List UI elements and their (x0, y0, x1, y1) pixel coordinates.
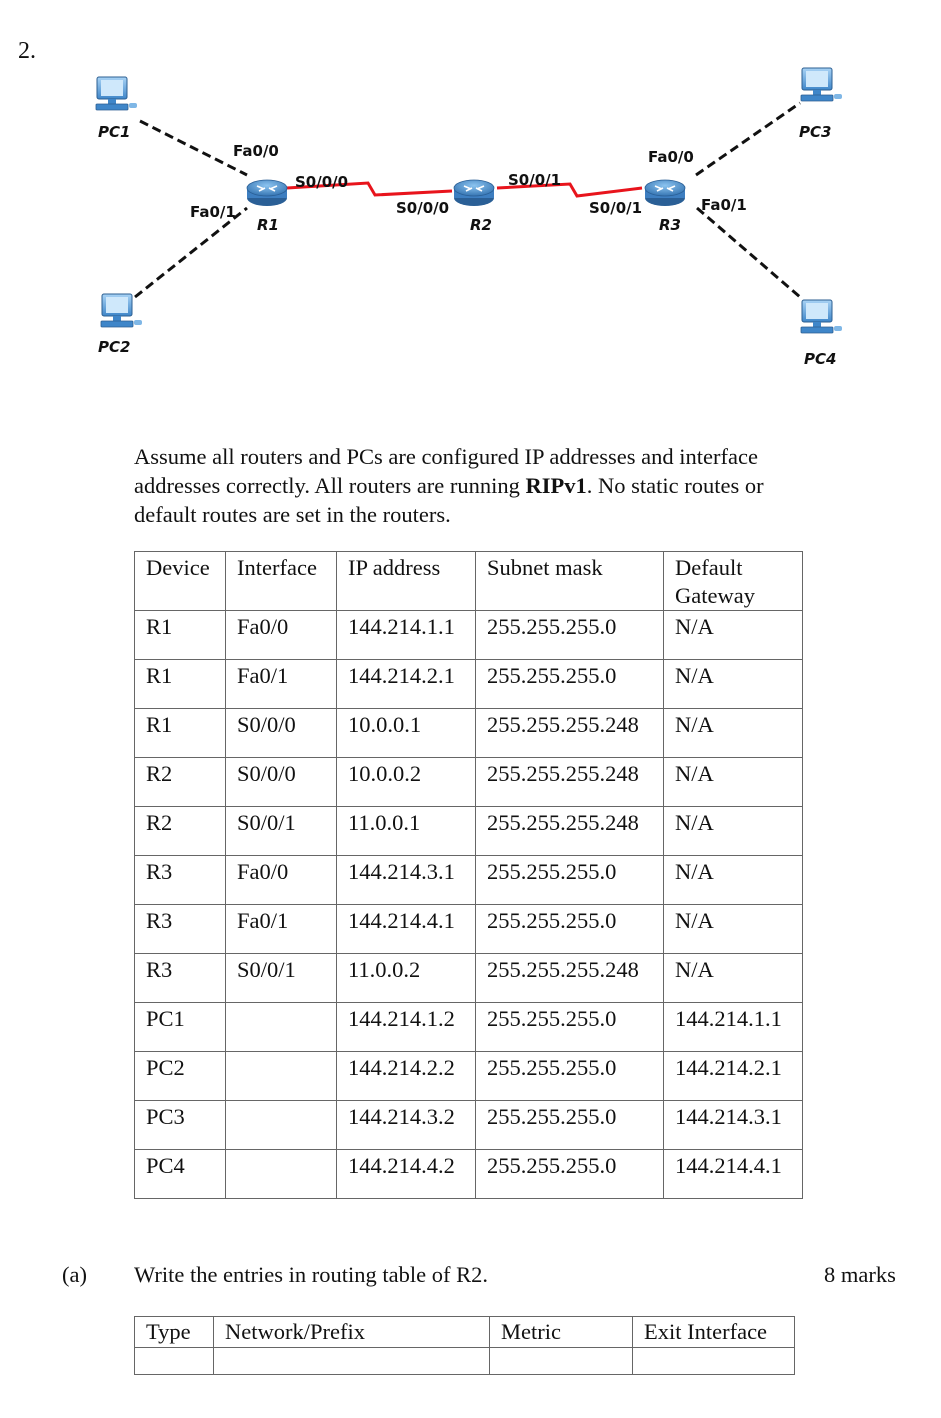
router-r2-label: R2 (470, 216, 492, 234)
cell-device: PC1 (135, 1003, 226, 1052)
cell-ip-address: 144.214.1.2 (337, 1003, 476, 1052)
cell-interface (226, 1052, 337, 1101)
link-pc2-r1 (135, 208, 247, 297)
cell-device: PC2 (135, 1052, 226, 1101)
routing-header-exit-interface: Exit Interface (633, 1317, 795, 1348)
cell-interface: Fa0/0 (226, 856, 337, 905)
table-row (135, 807, 803, 856)
r2-s001-label: S0/0/1 (508, 171, 562, 189)
cell-ip-address: 10.0.0.1 (337, 709, 476, 758)
table-row (135, 709, 803, 758)
cell-subnet-mask: 255.255.255.0 (476, 1003, 664, 1052)
cell-subnet-mask: 255.255.255.0 (476, 611, 664, 660)
pc3-icon (801, 68, 842, 101)
cell-device: R1 (135, 709, 226, 758)
link-pc1-r1 (140, 121, 247, 175)
r2-s000-label: S0/0/0 (396, 199, 450, 217)
question-a-marks: 8 marks (824, 1262, 896, 1287)
routing-blank-cell[interactable] (633, 1348, 795, 1375)
table-row (135, 1003, 803, 1052)
router-r3-label: R3 (659, 216, 681, 234)
cell-ip-address: 144.214.4.2 (337, 1150, 476, 1199)
table-row (135, 758, 803, 807)
cell-ip-address: 11.0.0.2 (337, 954, 476, 1003)
cell-interface (226, 1003, 337, 1052)
pc1-icon (96, 77, 137, 110)
pc2-label: PC2 (98, 338, 131, 356)
cell-interface: Fa0/0 (226, 611, 337, 660)
table-row (135, 1052, 803, 1101)
cell-subnet-mask: 255.255.255.248 (476, 758, 664, 807)
cell-default-gateway: N/A (664, 709, 803, 758)
cell-device: R3 (135, 905, 226, 954)
r3-fa01-label: Fa0/1 (701, 196, 747, 214)
cell-device: R1 (135, 660, 226, 709)
cell-interface (226, 1101, 337, 1150)
cell-device: R2 (135, 807, 226, 856)
cell-interface: Fa0/1 (226, 660, 337, 709)
network-topology-diagram (0, 0, 941, 400)
cell-default-gateway: N/A (664, 954, 803, 1003)
header-ip-address: IP address (337, 552, 476, 611)
cell-ip-address: 10.0.0.2 (337, 758, 476, 807)
cell-device: PC3 (135, 1101, 226, 1150)
cell-device: R3 (135, 954, 226, 1003)
cell-subnet-mask: 255.255.255.0 (476, 1150, 664, 1199)
cell-default-gateway: N/A (664, 856, 803, 905)
routing-blank-cell[interactable] (214, 1348, 490, 1375)
routing-header-metric: Metric (490, 1317, 633, 1348)
cell-device: R2 (135, 758, 226, 807)
cell-default-gateway: N/A (664, 660, 803, 709)
device-address-table (134, 551, 803, 1199)
pc4-label: PC4 (804, 350, 837, 368)
r1-fa00-label: Fa0/0 (233, 142, 279, 160)
router-r2-icon (454, 180, 494, 206)
cell-default-gateway: N/A (664, 611, 803, 660)
cell-subnet-mask: 255.255.255.0 (476, 1101, 664, 1150)
statement-part1: Assume all routers and PCs are configured IP addresses and interface addresses correctly. All routers are running (134, 444, 758, 498)
cell-subnet-mask: 255.255.255.0 (476, 905, 664, 954)
cell-subnet-mask: 255.255.255.248 (476, 954, 664, 1003)
router-r3-icon (645, 180, 685, 206)
cell-default-gateway: 144.214.2.1 (664, 1052, 803, 1101)
cell-interface (226, 1150, 337, 1199)
cell-interface: S0/0/0 (226, 758, 337, 807)
cell-interface: S0/0/0 (226, 709, 337, 758)
pc1-label: PC1 (98, 123, 131, 141)
cell-default-gateway: 144.214.1.1 (664, 1003, 803, 1052)
cell-default-gateway: N/A (664, 807, 803, 856)
statement-part2: . No static routes or default routes are set in the routers. (134, 473, 764, 527)
cell-device: PC4 (135, 1150, 226, 1199)
cell-ip-address: 144.214.1.1 (337, 611, 476, 660)
cell-subnet-mask: 255.255.255.248 (476, 807, 664, 856)
r3-s001-label: S0/0/1 (589, 199, 643, 217)
statement-bold: RIPv1 (525, 473, 587, 498)
router-r1-icon (247, 180, 287, 206)
cell-subnet-mask: 255.255.255.0 (476, 856, 664, 905)
router-r1-label: R1 (257, 216, 279, 234)
cell-subnet-mask: 255.255.255.0 (476, 660, 664, 709)
cell-device: R3 (135, 856, 226, 905)
table-row (135, 1150, 803, 1199)
cell-subnet-mask: 255.255.255.248 (476, 709, 664, 758)
table-row (135, 856, 803, 905)
table-row (135, 611, 803, 660)
routing-blank-cell[interactable] (490, 1348, 633, 1375)
header-interface: Interface (226, 552, 337, 611)
cell-interface: S0/0/1 (226, 807, 337, 856)
r1-fa01-label: Fa0/1 (190, 203, 236, 221)
table-row (135, 905, 803, 954)
routing-table-answer (134, 1316, 795, 1375)
cell-device: R1 (135, 611, 226, 660)
pc2-icon (101, 294, 142, 327)
header-device: Device (135, 552, 226, 611)
question-number: 2. (18, 38, 36, 64)
table-row (135, 660, 803, 709)
header-default-gateway: Default Gateway (664, 552, 803, 611)
cell-default-gateway: 144.214.4.1 (664, 1150, 803, 1199)
table-row (135, 954, 803, 1003)
r1-s000-label: S0/0/0 (295, 173, 349, 191)
routing-header-type: Type (135, 1317, 214, 1348)
cell-ip-address: 144.214.4.1 (337, 905, 476, 954)
cell-default-gateway: N/A (664, 758, 803, 807)
routing-header-network: Network/Prefix (214, 1317, 490, 1348)
cell-ip-address: 144.214.3.1 (337, 856, 476, 905)
header-subnet-mask: Subnet mask (476, 552, 664, 611)
link-pc4-r3 (697, 208, 800, 297)
problem-statement (134, 442, 784, 529)
cell-ip-address: 144.214.2.1 (337, 660, 476, 709)
pc4-icon (801, 300, 842, 333)
question-a-text: Write the entries in routing table of R2. (134, 1262, 489, 1287)
table-row (135, 1101, 803, 1150)
cell-subnet-mask: 255.255.255.0 (476, 1052, 664, 1101)
cell-interface: S0/0/1 (226, 954, 337, 1003)
cell-ip-address: 11.0.0.1 (337, 807, 476, 856)
link-pc3-r3 (696, 103, 800, 175)
cell-ip-address: 144.214.3.2 (337, 1101, 476, 1150)
pc3-label: PC3 (799, 123, 832, 141)
cell-interface: Fa0/1 (226, 905, 337, 954)
cell-default-gateway: 144.214.3.1 (664, 1101, 803, 1150)
question-a-label: (a) (62, 1262, 87, 1287)
table-header-row (135, 552, 803, 611)
cell-ip-address: 144.214.2.2 (337, 1052, 476, 1101)
routing-blank-cell[interactable] (135, 1348, 214, 1375)
cell-default-gateway: N/A (664, 905, 803, 954)
r3-fa00-label: Fa0/0 (648, 148, 694, 166)
